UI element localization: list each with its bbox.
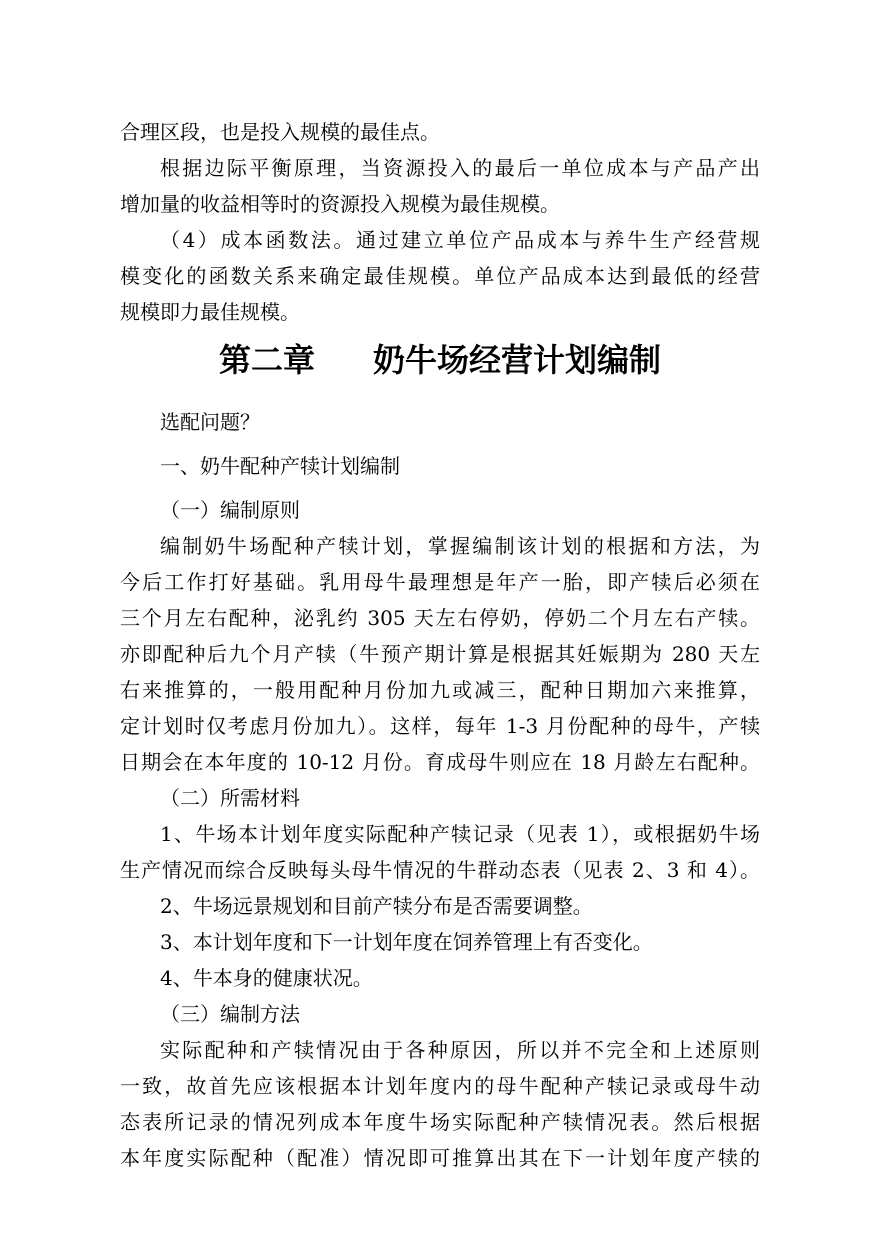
subsection-heading: （二）所需材料: [160, 786, 300, 810]
material-item: 生产情况而综合反映每头母牛情况的牛群动态表（见表 2、3 和 4）。: [120, 858, 760, 882]
paragraph-line: 根据边际平衡原理，当资源投入的最后一单位成本与产品产出: [160, 156, 760, 180]
subsection-heading: （三）编制方法: [160, 1002, 300, 1026]
paragraph-line: 模变化的函数关系来确定最佳规模。单位产品成本达到最低的经营: [120, 264, 760, 288]
paragraph-line: 三个月左右配种，泌乳约 305 天左右停奶，停奶二个月左右产犊。: [120, 606, 760, 630]
material-item: 2、牛场远景规划和目前产犊分布是否需要调整。: [160, 894, 593, 918]
paragraph-line: 亦即配种后九个月产犊（牛预产期计算是根据其妊娠期为 280 天左: [120, 642, 760, 666]
paragraph-line: 日期会在本年度的 10-12 月份。育成母牛则应在 18 月龄左右配种。: [120, 750, 760, 774]
material-item: 1、牛场本计划年度实际配种产犊记录（见表 1），或根据奶牛场: [160, 822, 760, 846]
paragraph-line: 本年度实际配种（配准）情况即可推算出其在下一计划年度产犊的: [120, 1146, 760, 1170]
section-heading: 一、奶牛配种产犊计划编制: [160, 454, 400, 478]
subsection-heading: （一）编制原则: [160, 498, 300, 522]
paragraph-line: 一致，故首先应该根据本计划年度内的母牛配种产犊记录或母牛动: [120, 1074, 760, 1098]
paragraph-line: （4）成本函数法。通过建立单位产品成本与养牛生产经营规: [160, 228, 760, 252]
material-item: 4、牛本身的健康状况。: [160, 966, 373, 990]
paragraph-line: 今后工作打好基础。乳用母牛最理想是年产一胎，即产犊后必须在: [120, 570, 760, 594]
chapter-heading: [120, 335, 760, 385]
question-text: 选配问题？: [160, 410, 260, 434]
paragraph-line: 实际配种和产犊情况由于各种原因，所以并不完全和上述原则: [160, 1038, 760, 1062]
paragraph-line: 定计划时仅考虑月份加九）。这样，每年 1-3 月份配种的母牛，产犊: [120, 714, 760, 738]
paragraph-line: 右来推算的，一般用配种月份加九或减三，配种日期加六来推算，: [120, 678, 760, 702]
chapter-title: 奶牛场经营计划编制: [373, 341, 662, 379]
chapter-number: 第二章: [218, 341, 315, 379]
paragraph-line: 合理区段，也是投入规模的最佳点。: [120, 120, 440, 144]
paragraph-line: 态表所记录的情况列成本年度牛场实际配种产犊情况表。然后根据: [120, 1110, 760, 1134]
paragraph-line: 编制奶牛场配种产犊计划，掌握编制该计划的根据和方法，为: [160, 534, 760, 558]
paragraph-line: 增加量的收益相等时的资源投入规模为最佳规模。: [120, 192, 560, 216]
material-item: 3、本计划年度和下一计划年度在饲养管理上有否变化。: [160, 930, 653, 954]
paragraph-line: 规模即力最佳规模。: [120, 300, 300, 324]
